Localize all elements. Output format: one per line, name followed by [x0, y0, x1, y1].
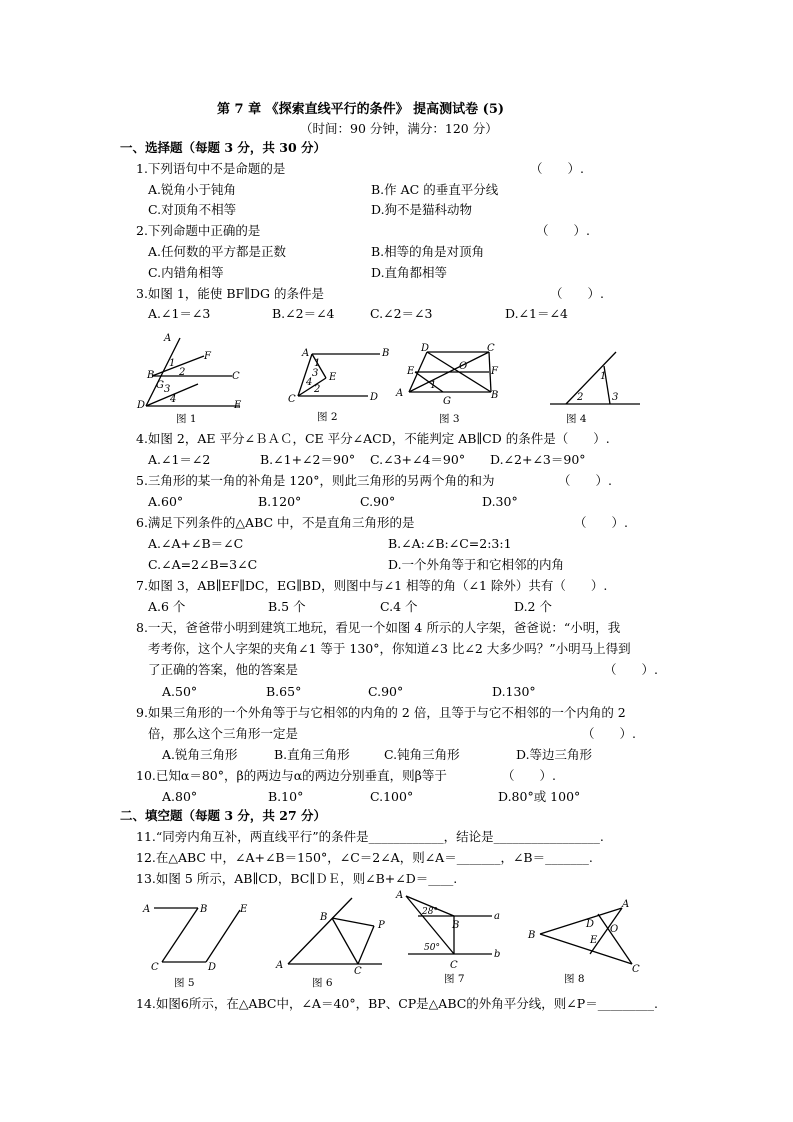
figure-8: [524, 896, 648, 988]
q14-text: 14.如图6所示，在△ABC中，∠A＝40°，BP、CP是△ABC的外角平分线，则∠P＝_________.: [136, 996, 658, 1011]
fig4-label-2: 2: [577, 392, 584, 403]
fig8-label-a: A: [622, 899, 630, 910]
fig3-label-e: E: [407, 366, 415, 377]
fig2-label-4: 4: [306, 377, 313, 388]
fig7-label-a: A: [396, 890, 404, 901]
q3-stem: 3.如图 1，能使 BF∥DG 的条件是: [136, 286, 324, 301]
q1-option-a: A.锐角小于钝角: [148, 182, 237, 197]
fig1-label-3: 3: [164, 384, 171, 395]
fig3-label-d: D: [421, 343, 430, 354]
fig3-label-a: A: [396, 388, 404, 399]
figure-3: [393, 338, 505, 428]
fig1-caption: 图 1: [176, 413, 197, 425]
fig2-label-d: D: [370, 392, 379, 403]
q7-option-b: B.5 个: [268, 599, 306, 614]
q7-stem: 7.如图 3，AB∥EF∥DC，EG∥BD，则图中与∠1 相等的角（∠1 除外）共有（ ）.: [136, 578, 608, 593]
fig7-caption: 图 7: [444, 973, 465, 985]
q5-paren: （ ）.: [558, 473, 612, 488]
q4-option-d: D.∠2+∠3＝90°: [490, 452, 586, 467]
q6-option-b: B.∠A:∠B:∠C=2:3:1: [388, 536, 512, 551]
fig1-label-1: 1: [169, 358, 176, 369]
fig7-angle-50: 50°: [424, 943, 440, 953]
q9-option-d: D.等边三角形: [516, 747, 593, 762]
fig1-label-4: 4: [170, 394, 177, 405]
q5-option-b: B.120°: [258, 494, 302, 509]
fig8-label-e: E: [590, 935, 598, 946]
fig5-label-e: E: [240, 904, 248, 915]
q12-text: 12.在△ABC 中，∠A+∠B＝150°，∠C＝2∠A，则∠A＝_______，∠B＝_______.: [136, 850, 593, 865]
fig3-label-g: G: [443, 396, 451, 407]
q6-option-d: D.一个外角等于和它相邻的内角: [388, 557, 565, 572]
fig1-label-b: B: [147, 370, 155, 381]
q4-stem: 4.如图 2，AE 平分∠ＢＡＣ，CE 平分∠ACD，不能判定 AB∥CD 的条件是（ ）.: [136, 431, 610, 446]
q1-option-c: C.对顶角不相等: [148, 202, 237, 217]
q10-paren: （ ）.: [502, 768, 556, 783]
q4-option-b: B.∠1+∠2＝90°: [260, 452, 356, 467]
q3-option-c: C.∠2＝∠3: [370, 306, 433, 321]
q2-option-c: C.内错角相等: [148, 265, 224, 280]
q10-option-d: D.80°或 100°: [498, 789, 581, 804]
fig2-label-e: E: [329, 372, 337, 383]
q6-option-a: A.∠A+∠B＝∠C: [148, 536, 244, 551]
q8-option-b: B.65°: [266, 684, 302, 699]
fig1-label-2: 2: [179, 367, 186, 378]
q10-stem: 10.已知α＝80°，β的两边与α的两边分别垂直，则β等于: [136, 768, 447, 783]
fig8-label-d: D: [586, 919, 595, 930]
q9-option-b: B.直角三角形: [274, 747, 350, 762]
q2-option-b: B.相等的角是对顶角: [371, 244, 485, 259]
fig7-label-b-line: b: [494, 949, 501, 960]
figure-4: [548, 346, 648, 430]
q1-option-b: B.作 AC 的垂直平分线: [371, 182, 499, 197]
fig6-label-p: P: [378, 920, 385, 931]
fig1-label-c: C: [232, 371, 240, 382]
section1-heading: 一、选择题（每题 3 分，共 30 分）: [120, 140, 327, 155]
section2-heading: 二、填空题（每题 3 分，共 27 分）: [120, 808, 327, 823]
q8-option-d: D.130°: [492, 684, 536, 699]
q6-paren: （ ）.: [574, 515, 628, 530]
fig5-label-d: D: [208, 962, 217, 973]
fig1-label-a: A: [164, 333, 172, 344]
q1-paren: （ ）.: [530, 161, 584, 176]
fig3-label-1: 1: [430, 380, 437, 391]
fig7-label-b: B: [452, 920, 460, 931]
q8-line3: 了正确的答案，他的答案是: [148, 662, 299, 677]
fig5-label-b: B: [200, 904, 208, 915]
fig3-label-o: O: [459, 361, 468, 372]
q10-option-a: A.80°: [162, 789, 198, 804]
fig1-label-f: F: [204, 351, 211, 362]
figure-2: [284, 340, 394, 425]
fig7-label-a-line: a: [494, 911, 500, 922]
q3-option-b: B.∠2＝∠4: [272, 306, 335, 321]
q5-stem: 5.三角形的某一角的补角是 120°，则此三角形的另两个角的和为: [136, 473, 495, 488]
fig2-label-c: C: [288, 394, 296, 405]
q10-option-b: B.10°: [268, 789, 304, 804]
fig8-caption: 图 8: [564, 973, 585, 985]
fig6-caption: 图 6: [312, 977, 333, 989]
fig8-label-c: C: [632, 964, 640, 975]
q8-option-a: A.50°: [162, 684, 198, 699]
fig5-label-a: A: [143, 904, 151, 915]
fig2-label-b: B: [382, 348, 390, 359]
q8-paren: （ ）.: [604, 662, 658, 677]
q5-option-a: A.60°: [148, 494, 184, 509]
fig2-label-3: 3: [312, 368, 319, 379]
figure-5: [140, 896, 260, 992]
q8-line1: 8.一天，爸爸带小明到建筑工地玩，看见一个如图 4 所示的人字架，爸爸说：“小明，我: [136, 620, 621, 635]
q8-option-c: C.90°: [368, 684, 404, 699]
q9-line2: 倍，那么这个三角形一定是: [148, 726, 299, 741]
fig1-label-e: E: [234, 400, 242, 411]
q1-stem: 1.下列语句中不是命题的是: [136, 161, 286, 176]
q11-text: 11.“同旁内角互补，两直线平行”的条件是____________，结论是_________________.: [136, 829, 604, 844]
q7-option-a: A.6 个: [148, 599, 186, 614]
q7-option-d: D.2 个: [514, 599, 552, 614]
fig1-label-g: G: [156, 380, 164, 391]
q2-option-d: D.直角都相等: [371, 265, 448, 280]
fig4-label-3: 3: [612, 392, 619, 403]
page-subtitle: （时间：90 分钟，满分：120 分）: [300, 121, 498, 136]
q7-option-c: C.4 个: [380, 599, 418, 614]
q3-paren: （ ）.: [550, 286, 604, 301]
fig5-caption: 图 5: [174, 977, 195, 989]
q9-paren: （ ）.: [582, 726, 636, 741]
fig7-angle-28: 28°: [422, 907, 438, 917]
q3-option-d: D.∠1＝∠4: [505, 306, 568, 321]
figure-6: [272, 894, 392, 992]
page-title: 第 7 章 《探索直线平行的条件》 提高测试卷 (5): [217, 102, 505, 117]
q9-line1: 9.如果三角形的一个外角等于与它相邻的内角的 2 倍，且等于与它不相邻的一个内角的 2: [136, 705, 626, 720]
q1-option-d: D.狗不是猫科动物: [371, 202, 473, 217]
fig7-label-c: C: [450, 960, 458, 971]
fig3-label-b: B: [491, 390, 499, 401]
q3-option-a: A.∠1＝∠3: [148, 306, 211, 321]
fig2-label-2: 2: [314, 384, 321, 395]
fig6-label-a: A: [276, 960, 284, 971]
fig2-label-1: 1: [314, 358, 321, 369]
q13-text: 13.如图 5 所示，AB∥CD，BC∥ＤＥ，则∠B+∠D＝____.: [136, 871, 458, 886]
q2-option-a: A.任何数的平方都是正数: [148, 244, 287, 259]
fig4-caption: 图 4: [566, 413, 587, 425]
q10-option-c: C.100°: [370, 789, 414, 804]
fig6-label-c: C: [354, 966, 362, 977]
fig6-label-b: B: [320, 912, 328, 923]
q2-stem: 2.下列命题中正确的是: [136, 223, 261, 238]
figure-1: [132, 326, 252, 428]
fig5-label-c: C: [151, 962, 159, 973]
fig3-label-f: F: [491, 366, 498, 377]
q9-option-a: A.锐角三角形: [162, 747, 238, 762]
fig1-label-d: D: [137, 400, 146, 411]
q8-line2: 考考你，这个人字架的夹角∠1 等于 130°，你知道∠3 比∠2 大多少吗？”小明马上得到: [148, 641, 631, 656]
fig3-caption: 图 3: [439, 413, 460, 425]
q6-option-c: C.∠A=2∠B=3∠C: [148, 557, 258, 572]
fig3-label-c: C: [487, 343, 495, 354]
figure-7: [394, 884, 504, 990]
q6-stem: 6.满足下列条件的△ABC 中，不是直角三角形的是: [136, 515, 415, 530]
fig2-caption: 图 2: [317, 411, 338, 423]
fig4-label-1: 1: [600, 371, 607, 382]
q4-option-a: A.∠1＝∠2: [148, 452, 211, 467]
q5-option-d: D.30°: [482, 494, 518, 509]
q4-option-c: C.∠3+∠4＝90°: [370, 452, 466, 467]
fig8-label-b: B: [528, 930, 536, 941]
q2-paren: （ ）.: [536, 223, 590, 238]
q5-option-c: C.90°: [360, 494, 396, 509]
q9-option-c: C.钝角三角形: [384, 747, 460, 762]
fig2-label-a: A: [302, 348, 310, 359]
fig8-label-o: O: [610, 924, 619, 935]
